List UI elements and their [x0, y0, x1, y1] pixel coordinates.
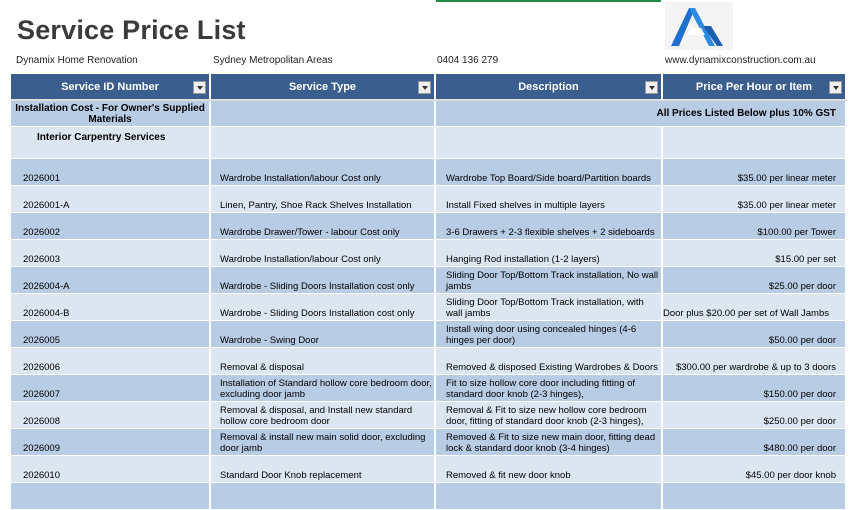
- table-row: [11, 294, 846, 321]
- cell-desc[interactable]: Removal & Fit to size new hollow core bedroom door, fitting of standard door knob (2-3 hinges),: [435, 402, 662, 429]
- cell-desc[interactable]: Removed & disposed Existing Wardrobes & Doors: [435, 348, 662, 375]
- cell-type[interactable]: [210, 483, 435, 510]
- section-label[interactable]: Interior Carpentry Services: [11, 127, 210, 159]
- table-row: [11, 159, 846, 186]
- cell-price[interactable]: $480.00 per door: [662, 429, 846, 456]
- cell-type[interactable]: Wardrobe - Sliding Doors Installation cost only: [210, 267, 435, 294]
- cell-desc[interactable]: Hanging Rod installation (1-2 layers): [435, 240, 662, 267]
- page-title: Service Price List: [17, 15, 246, 45]
- phone-number: 0404 136 279: [437, 55, 499, 66]
- price-table: [11, 74, 847, 510]
- cell-id[interactable]: 2026006: [11, 348, 210, 375]
- cell-price[interactable]: $15.00 per set: [662, 240, 846, 267]
- cell-price[interactable]: $300.00 per wardrobe & up to 3 doors: [662, 348, 846, 375]
- cell-id[interactable]: 2026009: [11, 429, 210, 456]
- cell-type[interactable]: Wardrobe - Swing Door: [210, 321, 435, 348]
- selected-cell-indicator: [436, 0, 661, 2]
- table-row: [11, 267, 846, 294]
- cell-desc[interactable]: [435, 483, 662, 510]
- table-cell[interactable]: [435, 127, 662, 159]
- cell-id[interactable]: 2026010: [11, 456, 210, 483]
- table-cell[interactable]: [210, 127, 435, 159]
- cell-price[interactable]: Door plus $20.00 per set of Wall Jambs: [662, 294, 846, 321]
- filter-dropdown-icon[interactable]: [645, 81, 658, 94]
- cell-type[interactable]: Wardrobe Installation/labour Cost only: [210, 240, 435, 267]
- cell-desc[interactable]: Install wing door using concealed hinges (4-6 hinges per door): [435, 321, 662, 348]
- cell-price[interactable]: $100.00 per Tower: [662, 213, 846, 240]
- company-name: Dynamix Home Renovation: [16, 55, 138, 66]
- table-row: [11, 456, 846, 483]
- cell-id[interactable]: 2026004-A: [11, 267, 210, 294]
- cell-id[interactable]: [11, 483, 210, 510]
- cell-type[interactable]: Wardrobe Drawer/Tower - labour Cost only: [210, 213, 435, 240]
- cell-desc[interactable]: Wardrobe Top Board/Side board/Partition boards: [435, 159, 662, 186]
- table-row: [11, 321, 846, 348]
- table-cell[interactable]: [662, 127, 846, 159]
- cell-price[interactable]: $250.00 per door: [662, 402, 846, 429]
- cell-desc[interactable]: Install Fixed shelves in multiple layers: [435, 186, 662, 213]
- cell-id[interactable]: 2026001-A: [11, 186, 210, 213]
- filter-dropdown-icon[interactable]: [418, 81, 431, 94]
- col-header-type: [210, 74, 435, 100]
- cell-desc[interactable]: Sliding Door Top/Bottom Track installation, No wall jambs: [435, 267, 662, 294]
- col-header-desc-label: Description: [518, 80, 579, 93]
- col-header-price: [662, 74, 846, 100]
- col-header-id-label: Service ID Number: [61, 80, 159, 93]
- cell-price[interactable]: $50.00 per door: [662, 321, 846, 348]
- cell-price[interactable]: [662, 483, 846, 510]
- gst-note[interactable]: All Prices Listed Below plus 10% GST: [435, 100, 846, 127]
- cell-id[interactable]: 2026005: [11, 321, 210, 348]
- cell-id[interactable]: 2026007: [11, 375, 210, 402]
- cell-desc[interactable]: Removed & Fit to size new main door, fitting dead lock & standard door knob (3-4 hinges): [435, 429, 662, 456]
- website: www.dynamixconstruction.com.au: [665, 55, 816, 66]
- table-row: [11, 483, 846, 510]
- cell-price[interactable]: $150.00 per door: [662, 375, 846, 402]
- cell-price[interactable]: $35.00 per linear meter: [662, 186, 846, 213]
- filter-dropdown-icon[interactable]: [193, 81, 206, 94]
- section-row: [11, 100, 846, 127]
- section-row: [11, 127, 846, 159]
- table-row: [11, 375, 846, 402]
- filter-dropdown-icon[interactable]: [829, 81, 842, 94]
- cell-id[interactable]: 2026008: [11, 402, 210, 429]
- table-cell[interactable]: [210, 100, 435, 127]
- cell-type[interactable]: Removal & disposal, and Install new standard hollow core bedroom door: [210, 402, 435, 429]
- table-row: [11, 186, 846, 213]
- cell-id[interactable]: 2026001: [11, 159, 210, 186]
- cell-id[interactable]: 2026002: [11, 213, 210, 240]
- cell-desc[interactable]: Sliding Door Top/Bottom Track installation, with wall jambs: [435, 294, 662, 321]
- cell-desc[interactable]: 3-6 Drawers + 2-3 flexible shelves + 2 sideboards: [435, 213, 662, 240]
- table-row: [11, 240, 846, 267]
- cell-type[interactable]: Removal & install new main solid door, excluding door jamb: [210, 429, 435, 456]
- cell-price[interactable]: $45.00 per door knob: [662, 456, 846, 483]
- col-header-type-label: Service Type: [288, 80, 357, 93]
- cell-type[interactable]: Wardrobe Installation/labour Cost only: [210, 159, 435, 186]
- cell-price[interactable]: $35.00 per linear meter: [662, 159, 846, 186]
- section-label[interactable]: Installation Cost - For Owner's Supplied Materials: [11, 100, 210, 127]
- cell-desc[interactable]: Removed & fit new door knob: [435, 456, 662, 483]
- col-header-id: [11, 74, 210, 100]
- cell-type[interactable]: Linen, Pantry, Shoe Rack Shelves Installation: [210, 186, 435, 213]
- col-header-desc: [435, 74, 662, 100]
- table-row: [11, 348, 846, 375]
- cell-type[interactable]: Installation of Standard hollow core bedroom door, excluding door jamb: [210, 375, 435, 402]
- cell-desc[interactable]: Fit to size hollow core door including fitting of standard door knob (2-3 hinges),: [435, 375, 662, 402]
- cell-id[interactable]: 2026004-B: [11, 294, 210, 321]
- cell-id[interactable]: 2026003: [11, 240, 210, 267]
- cell-type[interactable]: Wardrobe - Sliding Doors Installation cost only: [210, 294, 435, 321]
- table-row: [11, 429, 846, 456]
- table-row: [11, 402, 846, 429]
- table-row: [11, 213, 846, 240]
- service-area: Sydney Metropolitan Areas: [213, 55, 333, 66]
- cell-price[interactable]: $25.00 per door: [662, 267, 846, 294]
- company-logo-icon: [665, 2, 733, 50]
- col-header-price-label: Price Per Hour or Item: [695, 80, 813, 93]
- cell-type[interactable]: Standard Door Knob replacement: [210, 456, 435, 483]
- cell-type[interactable]: Removal & disposal: [210, 348, 435, 375]
